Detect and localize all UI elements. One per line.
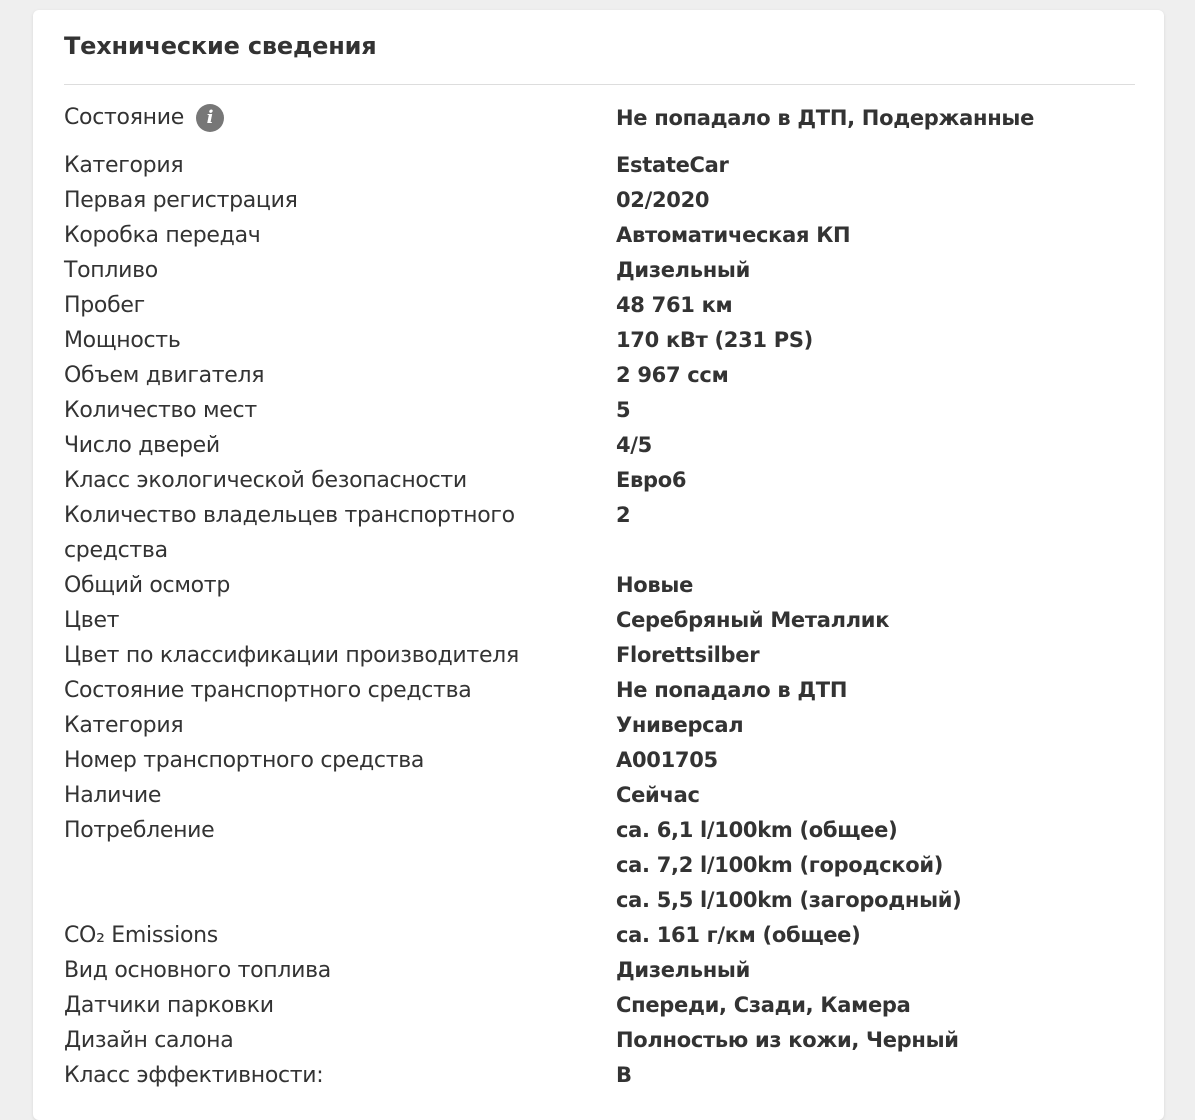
detail-value: Спереди, Сзади, Камера	[616, 993, 911, 1017]
detail-label: Номер транспортного средства	[64, 748, 425, 773]
detail-row	[64, 148, 1135, 183]
detail-value-consumption	[616, 813, 1135, 918]
detail-row	[64, 743, 1135, 778]
detail-label-cell	[64, 463, 616, 498]
detail-row	[64, 358, 1135, 393]
detail-label-cell	[64, 288, 616, 323]
detail-label-cell	[64, 568, 616, 603]
detail-label: CO₂ Emissions	[64, 923, 218, 948]
detail-label: Коробка передач	[64, 223, 261, 248]
detail-row	[64, 218, 1135, 253]
detail-row	[64, 498, 1135, 568]
detail-label: Мощность	[64, 328, 181, 353]
detail-label: Цвет по классификации производителя	[64, 643, 519, 668]
detail-value: Не попадало в ДТП	[616, 678, 848, 702]
detail-label-cell	[64, 1058, 616, 1093]
detail-label: Количество владельцев транспортного средства	[64, 503, 515, 563]
detail-row-condition	[64, 102, 1135, 134]
detail-label: Первая регистрация	[64, 188, 298, 213]
detail-value: 48 761 км	[616, 293, 733, 317]
detail-label: Датчики парковки	[64, 993, 274, 1018]
detail-label: Цвет	[64, 608, 120, 633]
detail-value: Автоматическая КП	[616, 223, 851, 247]
technical-details-card	[33, 10, 1164, 1120]
detail-label: Категория	[64, 713, 184, 738]
detail-label-cell	[64, 603, 616, 638]
detail-label-cell	[64, 253, 616, 288]
detail-label: Дизайн салона	[64, 1028, 234, 1053]
detail-label: Общий осмотр	[64, 573, 230, 598]
detail-row	[64, 638, 1135, 673]
detail-label-cell	[64, 673, 616, 708]
detail-row-consumption	[64, 813, 1135, 918]
detail-label-cell	[64, 358, 616, 393]
detail-label: Потребление	[64, 818, 215, 843]
detail-label-cell	[64, 428, 616, 463]
detail-value: Серебряный Металлик	[616, 608, 890, 632]
detail-label-cell	[64, 183, 616, 218]
detail-value: Дизельный	[616, 958, 751, 982]
detail-label-cell	[64, 953, 616, 988]
detail-label-cell	[64, 323, 616, 358]
detail-value: Florettsilber	[616, 643, 760, 667]
detail-value: B	[616, 1063, 632, 1087]
detail-row	[64, 603, 1135, 638]
detail-value: 2 967 ccм	[616, 363, 729, 387]
detail-label-cell	[64, 218, 616, 253]
detail-label-cell	[64, 1023, 616, 1058]
detail-value: ca. 161 г/км (общее)	[616, 923, 861, 947]
detail-label: Состояние	[64, 105, 184, 130]
detail-label-cell	[64, 988, 616, 1023]
detail-row	[64, 953, 1135, 988]
detail-value: Евро6	[616, 468, 687, 492]
detail-row	[64, 918, 1135, 953]
detail-row	[64, 393, 1135, 428]
consumption-combined: ca. 6,1 l/100km (общее)	[616, 818, 898, 842]
detail-value: Не попадало в ДТП, Подержанные	[616, 106, 1035, 130]
detail-label: Пробег	[64, 293, 145, 318]
detail-row	[64, 778, 1135, 813]
detail-label: Наличие	[64, 783, 162, 808]
detail-label: Количество мест	[64, 398, 257, 423]
detail-value: Универсал	[616, 713, 744, 737]
consumption-extra-urban: ca. 5,5 l/100km (загородный)	[616, 888, 962, 912]
detail-row	[64, 1058, 1135, 1093]
detail-value: Новые	[616, 573, 694, 597]
detail-value: Полностью из кожи, Черный	[616, 1028, 959, 1052]
detail-label-cell	[64, 638, 616, 673]
detail-value: 5	[616, 398, 631, 422]
info-icon[interactable]: i	[196, 104, 224, 132]
detail-label-cell	[64, 498, 616, 568]
detail-row	[64, 183, 1135, 218]
detail-row	[64, 1023, 1135, 1058]
detail-label-cell	[64, 148, 616, 183]
detail-row	[64, 323, 1135, 358]
detail-row	[64, 463, 1135, 498]
title-divider	[64, 84, 1135, 85]
detail-row	[64, 988, 1135, 1023]
detail-label: Класс экологической безопасности	[64, 468, 467, 493]
section-title: Технические сведения	[64, 32, 377, 60]
detail-label-cell	[64, 918, 616, 953]
detail-value: 2	[616, 503, 631, 527]
detail-label-cell	[64, 102, 616, 134]
detail-label-cell	[64, 708, 616, 743]
consumption-urban: ca. 7,2 l/100km (городской)	[616, 853, 944, 877]
detail-label: Вид основного топлива	[64, 958, 331, 983]
detail-label: Топливо	[64, 258, 158, 283]
detail-row	[64, 673, 1135, 708]
detail-value: 4/5	[616, 433, 652, 457]
detail-value: Дизельный	[616, 258, 751, 282]
detail-value: 170 кВт (231 PS)	[616, 328, 813, 352]
detail-row	[64, 253, 1135, 288]
detail-label-cell	[64, 778, 616, 813]
detail-row	[64, 568, 1135, 603]
detail-value: EstateCar	[616, 153, 729, 177]
detail-row	[64, 288, 1135, 323]
detail-value: Сейчас	[616, 783, 700, 807]
detail-label: Категория	[64, 153, 184, 178]
detail-label-cell	[64, 813, 616, 848]
detail-label-cell	[64, 393, 616, 428]
detail-rows-main	[64, 148, 1135, 813]
detail-label-cell	[64, 743, 616, 778]
detail-label: Объем двигателя	[64, 363, 265, 388]
details-list	[64, 102, 1135, 1093]
detail-label: Число дверей	[64, 433, 220, 458]
detail-value: A001705	[616, 748, 718, 772]
detail-label: Класс эффективности:	[64, 1063, 324, 1088]
detail-label: Состояние транспортного средства	[64, 678, 472, 703]
detail-row	[64, 708, 1135, 743]
detail-rows-after	[64, 918, 1135, 1093]
detail-value: 02/2020	[616, 188, 710, 212]
detail-row	[64, 428, 1135, 463]
